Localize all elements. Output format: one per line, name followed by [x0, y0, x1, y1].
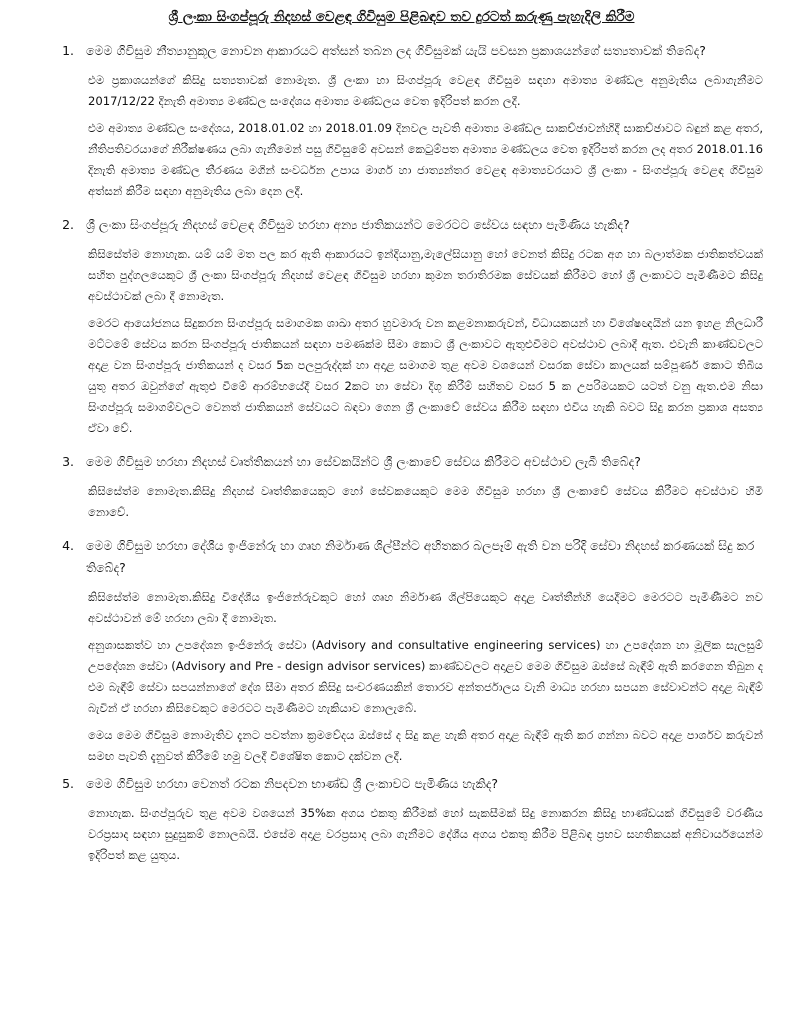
answer-paragraph: මෙරට ආයෝජනය සිදුකරන සිංගප්පූරු සමාගමක ශාඛා අතර හුවමාරු වන කළමනාකරුවන්, විධායකයන් හා විශේෂඥයින් යන ඉහළ නිලධාරී මට්ටමේ සේවය කරන සිංගප්පූරු ජාතිකයන් සඳහා පමණක්ම සීමා කොට ශ්‍රී ලංකාවට ඇතුළුවීමට අවස්ථාව ලබාදී ඇත. එවැනි කාණ්ඩවලට අදාළ වන සිංගප්පූරු ජාතිකයන් ද වසර 5ක පලපුරුද්දක් හා අදාළ සමාගම තුළ අවම වශයෙන් වසරක සේවා කාලයක් සම්පූර්ණ කොට තිබිය යුතු අතර ඔවුන්ගේ ඇතුළු වීමේ ආරම්භයේදී වසර 2කට හා සේවා දිගු කිරීම් සහිතව වසර 5 ක උපරිමයකට යටත් වනු ඇත.එම නිසා සිංගප්පූරු සමාගම්වලට වෙනත් ජාතිකයන් සේවයට බඳවා ගෙන ශ්‍රී ලංකාවේ සේවය කිරීම සඳහා එවිය හැකි බවට සිදු කරන ප්‍රකාශ අසත්‍ය ඒවා වේ. — [88, 316, 763, 435]
answer-paragraph: එම අමාත්‍ය මණ්ඩල සංදේශය, 2018.01.02 හා 2018.01.09 දිනවල පැවති අමාත්‍ය මණ්ඩල සාකච්ඡාවන්හිදී සාකච්ඡාවට බඳුන් කළ අතර, නීතිපතිවරයාගේ නිරීක්ෂණය ලබා ගැනීමෙන් පසු ගිවිසුමේ අවසන් කෙටුම්පත අමාත්‍ය මණ්ඩලය වෙත ඉදිරිපත් කරන ලද අතර 2018.01.16 දිනැති අමාත්‍ය මණ්ඩල තීරණය මගින් සංවර්ධන උපාය මාර්ග හා ජාත්‍යන්තර වෙළඳ අමාත්‍යවරයාට ශ්‍රී ලංකා - සිංගප්පූරු වෙළඳ ගිවිසුම අත්සන් කිරීම සඳහා අනුමැතිය ලබා දෙන ලදී. — [88, 121, 763, 198]
document-title: ශ්‍රී ලංකා සිංගප්පූරු නිදහස් වෙළඳ ගිවිසුම පිළිබඳව තව දුරටත් කරුණු පැහැදිලි කිරීම — [168, 9, 635, 25]
question-text: මෙම ගිවිසුම හරහා වෙනත් රටක නිපදවන භාණ්ඩ ශ්‍රී ලංකාවට පැමිණිය හැකිද? — [86, 776, 499, 791]
question-text: ශ්‍රී ලංකා සිංගප්පූරු නිදහස් වෙළඳ ගිවිසුම හරහා අන්‍ය ජාතිකයන්ට මෙරටට සේවය සඳහා පැමිණිය හැකිද? — [86, 217, 630, 232]
answer-paragraph: මෙය මෙම ගිවිසුම නොමැතිව දැනට පවත්නා ක්‍රමවේදය ඔස්සේ ද සිදු කළ හැකි අතර අදාළ බැඳීම් ඇති කර ගන්නා බවට අදාළ පාර්ශව කරුවන් සමඟ පැවති දැනුවත් කිරීමේ හමු වලදී විශේෂිත කොට දක්වන ලදී. — [88, 728, 763, 763]
question-number: 5. — [62, 776, 74, 791]
question-number: 2. — [62, 217, 74, 232]
question — [40, 451, 763, 473]
qa-item-4 — [40, 535, 763, 767]
answer-paragraph: කිසිසේත්ම නොමැත.කිසිදු විදේශීය ඉංජිනේරුවකුට හෝ ගෘහ නිර්මාණ ශිල්පියෙකුට අදාළ වෘත්තීන්හි යෙදීමට මෙරටට පැමිණීමට නව අවස්ථාවන් මේ හරහා ලබා දී නොමැත. — [88, 590, 763, 625]
question-number: 1. — [62, 43, 74, 58]
answer-paragraph: කිසිසේත්ම නොහැක. යම් යම් මත පල කර ඇති ආකාරයට ඉන්දියානු,මැලේසියානු හෝ වෙනත් කිසිදු රටක අග හා බලාත්මක ජාතිකත්වයක් සහිත පුද්ගලයෙකුට ශ්‍රී ලංකා සිංගප්පූරු නිදහස් වෙළඳ ගිවිසුම හරහා කුමන තරාතිරමක සේවයක් කිරීමට හෝ ශ්‍රී ලංකාවට පැමිණීමට කිසිදු අවස්ථාවක් ලබා දී නොමැත. — [88, 247, 763, 303]
question-text: මෙම ගිවිසුම නීත්‍යානුකූල නොවන ආකාරයට අත්සන් තබන ලද ගිවිසුමක් යැයි පවසන ප්‍රකාශයන්ගේ සත්‍යතාවක් තිබේද? — [86, 43, 706, 58]
answer-paragraph: එම ප්‍රකාශයන්ගේ කිසිදු සත්‍යතාවක් නොමැත. ශ්‍රී ලංකා හා සිංගප්පූරු වෙළඳ ගිවිසුම සඳහා අමාත්‍ය මණ්ඩල අනුමැතිය ලබාගැනීමට 2017/12/22 දිනැති අමාත්‍ය මණ්ඩල සංදේශය අමාත්‍ය මණ්ඩලය වෙත ඉදිරිපත් කරන ලදී. — [88, 73, 763, 108]
question — [40, 40, 763, 62]
question-number: 4. — [62, 538, 74, 553]
question — [40, 214, 763, 236]
answer-paragraph: නොහැක. සිංගප්පූරුව තුළ අවම වශයෙන් 35%ක අගය එකතු කිරීමක් හෝ සැකසීමක් සිදු නොකරන කිසිදු භාණ්ඩයක් ගිවිසුමේ වරණීය වරප්‍රසාද සඳහා සුදුසුකම් නොලබයි. එසේම අදාළ වරප්‍රසාද ලබා ගැනීමට දේශීය අගය එකතු කිරීම පිළිබඳ ප්‍රභව සහතිකයක් අනිවාර්යයෙන්ම ඉදිරිපත් කළ යුතුය. — [88, 806, 763, 862]
question-number: 3. — [62, 454, 74, 469]
qa-item-3 — [40, 451, 763, 523]
question — [40, 773, 763, 795]
question-text: මෙම ගිවිසුම හරහා නිදහස් වෘත්තිකයන් හා සේවකයින්ට ශ්‍රී ලංකාවේ සේවය කිරීමට අවස්ථාව ලැබී තිබේද? — [86, 454, 641, 469]
question — [40, 535, 763, 579]
qa-item-2 — [40, 214, 763, 439]
question-text: මෙම ගිවිසුම හරහා දේශීය ඉංජිනේරු හා ගෘහ නිර්මාණ ශිල්පීන්ට අහිතකර බලපෑම් ඇති වන පරිදි සේවා නිදහස් කරණයක් සිදු කර තිබේද? — [86, 538, 755, 575]
qa-item-5 — [40, 773, 763, 866]
qa-item-1 — [40, 40, 763, 202]
answer-paragraph: අනුශාසකත්ව හා උපදේශන ඉංජිනේරු සේවා (Advisory and consultative engineering services) හා උපදේශන හා මූලික සැලසුම් උපදේශන සේවා (Advisory and Pre - design advisor services) කාණ්ඩවලට අදාළව මෙම ගිවිසුම ඔස්සේ බැඳීම් ඇති කරගෙන තිබුන ද එම බැඳීම් සේවා සපයන්නාගේ දේශ සීමා අතර කිසිදු සංචරණයකින් තොරව අන්තර්ජාලය වැනි මාධ්‍ය හරහා සපයන සේවාවන්ට අදාළ බැඳීම් බැවින් ඒ හරහා කිසිවෙකුට මෙරටට පැමිණීමට හැකියාව නොලැබේ. — [88, 638, 763, 715]
answer-paragraph: කිසිසේත්ම නොමැත.කිසිදු නිදහස් වෘත්තිකයෙකුට හෝ සේවකයෙකුට මෙම ගිවිසුම හරහා ශ්‍රී ලංකාවේ සේවය කිරීමට අවස්ථාව හිමි නොවේ. — [88, 484, 763, 519]
